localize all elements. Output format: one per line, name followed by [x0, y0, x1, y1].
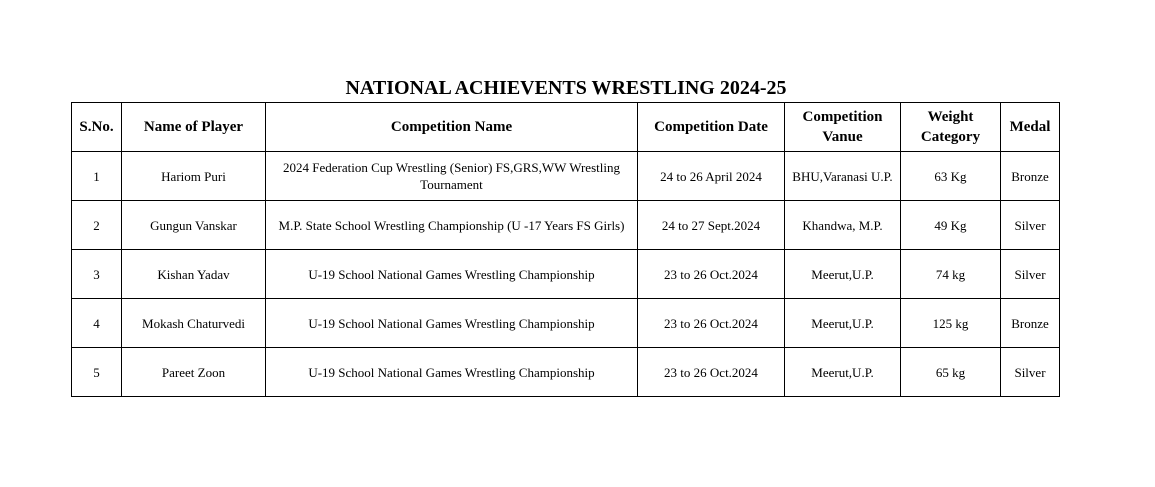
cell-weight: 63 Kg: [901, 152, 1001, 201]
cell-medal: Silver: [1001, 250, 1060, 299]
cell-date: 24 to 26 April 2024: [638, 152, 785, 201]
table-row: [72, 299, 1060, 348]
cell-weight: 74 kg: [901, 250, 1001, 299]
cell-venue: Meerut,U.P.: [785, 250, 901, 299]
cell-weight: 125 kg: [901, 299, 1001, 348]
cell-competition: 2024 Federation Cup Wrestling (Senior) FS,GRS,WW Wrestling Tournament: [266, 152, 638, 201]
header-date: Competition Date: [638, 103, 785, 152]
cell-player: Pareet Zoon: [122, 348, 266, 397]
cell-medal: Bronze: [1001, 152, 1060, 201]
header-competition: Competition Name: [266, 103, 638, 152]
cell-medal: Silver: [1001, 348, 1060, 397]
cell-player: Gungun Vanskar: [122, 201, 266, 250]
cell-date: 23 to 26 Oct.2024: [638, 250, 785, 299]
cell-medal: Silver: [1001, 201, 1060, 250]
table-row: [72, 201, 1060, 250]
cell-venue: Meerut,U.P.: [785, 299, 901, 348]
header-player: Name of Player: [122, 103, 266, 152]
table-header-row: [72, 103, 1060, 152]
table-row: [72, 250, 1060, 299]
table-row: [72, 348, 1060, 397]
cell-sno: 1: [72, 152, 122, 201]
cell-competition: U-19 School National Games Wrestling Championship: [266, 299, 638, 348]
cell-sno: 3: [72, 250, 122, 299]
header-weight: Weight Category: [901, 103, 1001, 152]
cell-competition: U-19 School National Games Wrestling Championship: [266, 250, 638, 299]
cell-medal: Bronze: [1001, 299, 1060, 348]
cell-weight: 65 kg: [901, 348, 1001, 397]
cell-date: 24 to 27 Sept.2024: [638, 201, 785, 250]
header-medal: Medal: [1001, 103, 1060, 152]
table-row: [72, 152, 1060, 201]
cell-sno: 4: [72, 299, 122, 348]
cell-venue: Meerut,U.P.: [785, 348, 901, 397]
achievements-table: [71, 102, 1060, 397]
cell-venue: BHU,Varanasi U.P.: [785, 152, 901, 201]
cell-sno: 2: [72, 201, 122, 250]
cell-competition: U-19 School National Games Wrestling Championship: [266, 348, 638, 397]
header-sno: S.No.: [72, 103, 122, 152]
header-venue: Competition Vanue: [785, 103, 901, 152]
cell-player: Mokash Chaturvedi: [122, 299, 266, 348]
cell-sno: 5: [72, 348, 122, 397]
cell-player: Hariom Puri: [122, 152, 266, 201]
cell-date: 23 to 26 Oct.2024: [638, 348, 785, 397]
page-title: NATIONAL ACHIEVENTS WRESTLING 2024-25: [345, 77, 787, 99]
cell-venue: Khandwa, M.P.: [785, 201, 901, 250]
cell-date: 23 to 26 Oct.2024: [638, 299, 785, 348]
cell-competition: M.P. State School Wrestling Championship (U -17 Years FS Girls): [266, 201, 638, 250]
cell-player: Kishan Yadav: [122, 250, 266, 299]
cell-weight: 49 Kg: [901, 201, 1001, 250]
